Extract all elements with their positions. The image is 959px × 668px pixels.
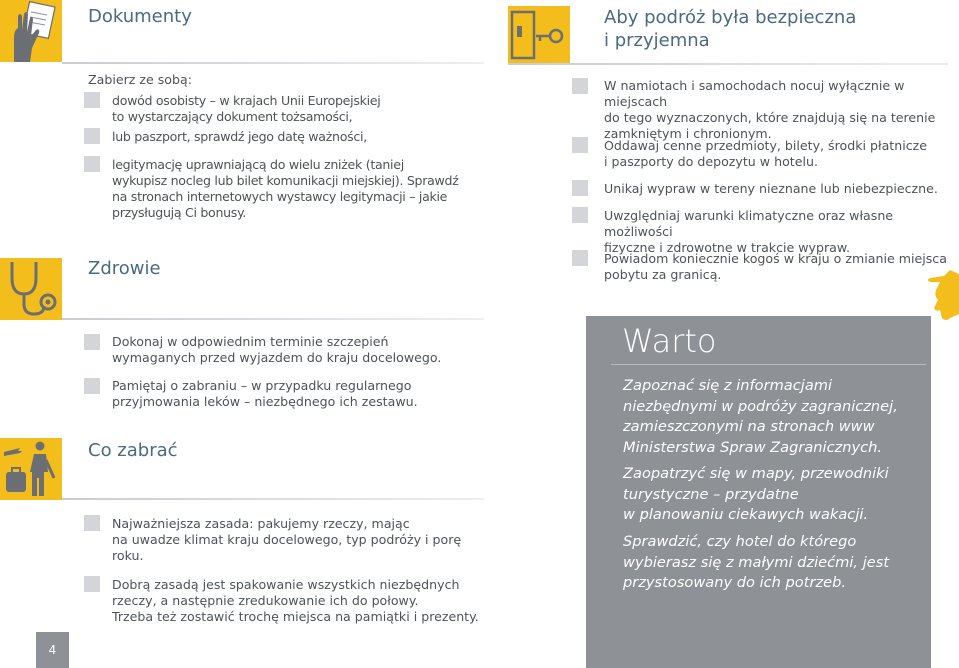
bullet-square — [84, 92, 100, 108]
divider — [62, 318, 484, 320]
bullet-square — [572, 137, 588, 153]
bullet-square — [84, 128, 100, 144]
warto-title: Warto — [622, 322, 717, 360]
divider — [62, 498, 484, 500]
stethoscope-icon — [0, 258, 62, 320]
section-title-dokumenty: Dokumenty — [88, 6, 192, 27]
list-item: Dobrą zasadą jest spakowanie wszystkich niezbędnych rzeczy, a następnie zredukowanie ich do połowy. Trzeba też zostawić trochę miejsca na pamiątki i prezenty. — [112, 577, 479, 624]
section-title-zdrowie: Zdrowie — [88, 258, 161, 279]
bullet-square — [572, 207, 588, 223]
bullet-square — [84, 156, 100, 172]
list-item: Dokonaj w odpowiednim terminie szczepień wymaganych przed wyjazdem do kraju docelowego. — [112, 334, 442, 365]
list-item: dowód osobisty – w krajach Unii Europejskiej to wystarczający dokument tożsamości, — [112, 93, 381, 124]
divider — [611, 364, 926, 365]
door-key-icon — [508, 6, 570, 64]
traveler-luggage-icon — [0, 438, 62, 500]
divider — [508, 63, 948, 65]
bullet-square — [84, 515, 100, 531]
list-item: Powiadom koniecznie kogoś w kraju o zmianie miejsca pobytu za granicą. — [604, 251, 947, 282]
bullet-square — [572, 250, 588, 266]
list-item: Najważniejsza zasada: pakujemy rzeczy, mając na uwadze klimat kraju docelowego, typ podróży i porę roku. — [112, 516, 462, 563]
bullet-square — [572, 180, 588, 196]
title-line: Aby podróż była bezpieczna — [604, 7, 857, 28]
bullet-square — [84, 378, 100, 394]
bullet-square — [572, 78, 588, 94]
bullet-square — [84, 576, 100, 592]
list-item: legitymację uprawniającą do wielu zniżek (taniej wykupisz nocleg lub bilet komunikacji miejskiej). Sprawdź na stronach internetowych wystawcy legitymacji – jakie przysługują Ci bonusy. — [112, 157, 459, 220]
list-item: Oddawaj cenne przedmioty, bilety, środki płatnicze i paszporty do depozytu w hotelu. — [604, 138, 928, 169]
warto-item: Sprawdzić, czy hotel do którego wybierasz się z małymi dziećmi, jest przystosowany do ich potrzeb. — [623, 533, 890, 591]
list-item: W namiotach i samochodach nocuj wyłącznie w miejscach do tego wyznaczonych, które znajdują się na terenie zamkniętym i chronionym. — [604, 78, 936, 141]
list-item: Pamiętaj o zabraniu – w przypadku regularnego przyjmowania leków – niezbędnego ich zestawu. — [112, 378, 418, 409]
title-line: i przyjemna — [604, 30, 710, 51]
list-item: Unikaj wypraw w tereny nieznane lub niebezpieczne. — [604, 181, 938, 196]
warto-item: Zapoznać się z informacjami niezbędnymi w podróży zagranicznej, zamieszczonymi na stronach www Ministerstwa Spraw Zagranicznych. — [623, 377, 898, 456]
hand-document-icon — [0, 0, 62, 62]
dokumenty-intro: Zabierz ze sobą: — [88, 72, 192, 87]
page-number: 4 — [36, 632, 69, 668]
divider — [62, 62, 484, 64]
section-title-co-zabrac: Co zabrać — [88, 440, 178, 461]
warto-item: Zaopatrzyć się w mapy, przewodniki turystyczne – przydatne w planowaniu ciekawych wakacji. — [623, 465, 889, 523]
list-item: Uwzględniaj warunki klimatyczne oraz własne możliwości fizyczne i zdrowotne w trakcie wypraw. — [604, 208, 894, 255]
bullet-square — [84, 334, 100, 350]
list-item: lub paszport, sprawdź jego datę ważności, — [112, 129, 367, 144]
section-title-bezpieczenstwo — [604, 6, 856, 52]
